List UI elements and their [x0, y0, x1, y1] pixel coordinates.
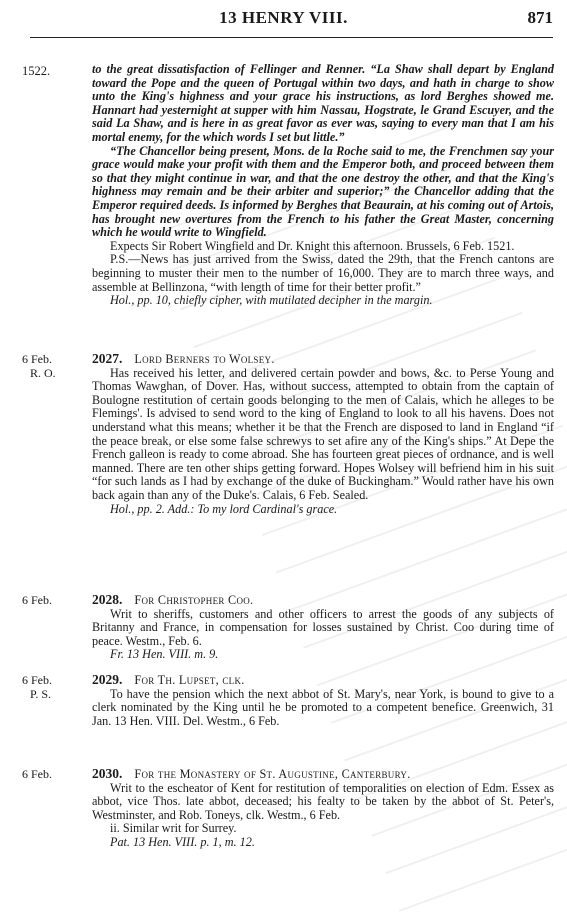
entry-subtext: ii. Similar writ for Surrey.	[110, 821, 237, 836]
cont-postscript: P.S.—News has just arrived from the Swiss, dated the 29th, that the French cantons are beginning to muster their men to the number of 16,000. They are to march three ways, and assemble at Bellinzona, “with length of time for their better profit.”	[92, 252, 554, 294]
entry-heading: For the Monastery of St. Augustine, Canterbury.	[134, 767, 411, 781]
entry-2028-margin	[22, 593, 52, 607]
cont-reference: Hol., pp. 10, chiefly cipher, with mutilated decipher in the margin.	[110, 293, 433, 308]
page-number: 871	[527, 8, 553, 27]
cont-paragraph-3: Expects Sir Robert Wingfield and Dr. Knight this afternoon. Brussels, 6 Feb. 1521.	[110, 238, 515, 253]
entry-2030-margin	[22, 767, 52, 781]
entry-number: 2028.	[92, 592, 123, 607]
entry-source: P. S.	[30, 687, 52, 701]
entry-reference: Hol., pp. 2. Add.: To my lord Cardinal's grace.	[110, 501, 338, 516]
continued-entry	[92, 63, 554, 308]
entry-date: 6 Feb.	[22, 767, 52, 781]
entry-number: 2027.	[92, 351, 123, 366]
cont-paragraph-1: to the great dissatisfaction of Fellinger and Renner. “La Shaw shall depart by England toward the Pope and the queen of Portugal within two days, and hath in charge to show unto the King's highness and your grace his instructions, as lord Berghes showed me. Hannart had yesternight at supper with him Nassau, Hogstrate, le Grand Escuyer, and the said La Shaw, and is here in as great favor as ever was, saying to every man that I am his mortal enemy, for the which words I set but little.”	[92, 62, 554, 144]
entry-heading: For Christopher Coo.	[134, 593, 254, 607]
margin-year: 1522.	[22, 64, 51, 78]
entry-2029-margin	[22, 673, 52, 701]
header-rule	[30, 37, 553, 38]
entry-2029	[92, 673, 554, 728]
entry-source: R. O.	[30, 366, 56, 380]
entry-2028	[92, 593, 554, 662]
cont-paragraph-2: “The Chancellor being present, Mons. de la Roche said to me, the Frenchmen say your grace would make your profit with them and the Emperor both, and proceed between them so that they might continue in war, and that the one destroy the other, and that the King's highness may remain and be their arbiter and superior;” the Chancellor adding that the Emperor required deeds. Is informed by Berghes that Beaurain, at his coming out of Artois, has brought new overtures from the French to his father the Great Master, concerning which he would write to Wingfield.	[92, 143, 554, 240]
entry-text: Writ to the escheator of Kent for restitution of temporalities on election of Edm. Essex as abbot, vice Thos. late abbot, deceased; his fealty to be taken by the abbot of St. Peter's, Westminster, and Rob. Toneys, clk. Westm., 6 Feb.	[92, 780, 554, 822]
entry-date: 6 Feb.	[22, 673, 52, 687]
entry-text: To have the pension which the next abbot of St. Mary's, near York, is bound to give to a clerk nominated by the King until he be promoted to a competent benefice. Greenwich, 31 Jan. 13 Hen. VIII. Del. Westm., 6 Feb.	[92, 686, 554, 728]
entry-number: 2029.	[92, 672, 123, 687]
entry-2030	[92, 767, 554, 850]
entry-2027-margin	[22, 352, 56, 380]
entry-heading: For Th. Lupset, clk.	[134, 673, 245, 687]
entry-reference: Fr. 13 Hen. VIII. m. 9.	[110, 647, 219, 662]
entry-text: Writ to sheriffs, customers and other officers to arrest the goods of any subjects of Britanny and France, in compensation for losses sustained by Christ. Coo during time of peace. Westm., Feb. 6.	[92, 606, 554, 648]
entry-2027	[92, 352, 554, 516]
entry-date: 6 Feb.	[22, 593, 52, 607]
entry-text: Has received his letter, and delivered certain powder and bows, &c. to Perse Young and Thomas Wawghan, of Dover. Has, without success, attempted to obtain from the captain of Boulogne restitution of certain goods belonging to the men of Calais, which he alleges to be Flemings'. Is advised to send word to the king of England to look to all his havens. Does not understand what this means; whether it be that the French are disposed to land in England “if the peace break, or else some false schrewys to set afire any of the King's ships.” At Depe the French galleon is ready to come abroad. She has fourteen great pieces of ordnance, and is well manned. There are ten other ships getting forward. Hopes Wolsey will befriend him in his suit “for such lands as I had by exchange of the duke of Buckingham.” Would rather have his own back again than any of the Duke's. Calais, 6 Feb. Sealed.	[92, 365, 554, 502]
running-header	[0, 6, 567, 40]
entry-number: 2030.	[92, 766, 123, 781]
entry-heading: Lord Berners to Wolsey.	[134, 352, 275, 366]
entry-date: 6 Feb.	[22, 352, 52, 366]
running-title: 13 HENRY VIII.	[219, 8, 348, 27]
entry-reference: Pat. 13 Hen. VIII. p. 1, m. 12.	[110, 834, 255, 849]
